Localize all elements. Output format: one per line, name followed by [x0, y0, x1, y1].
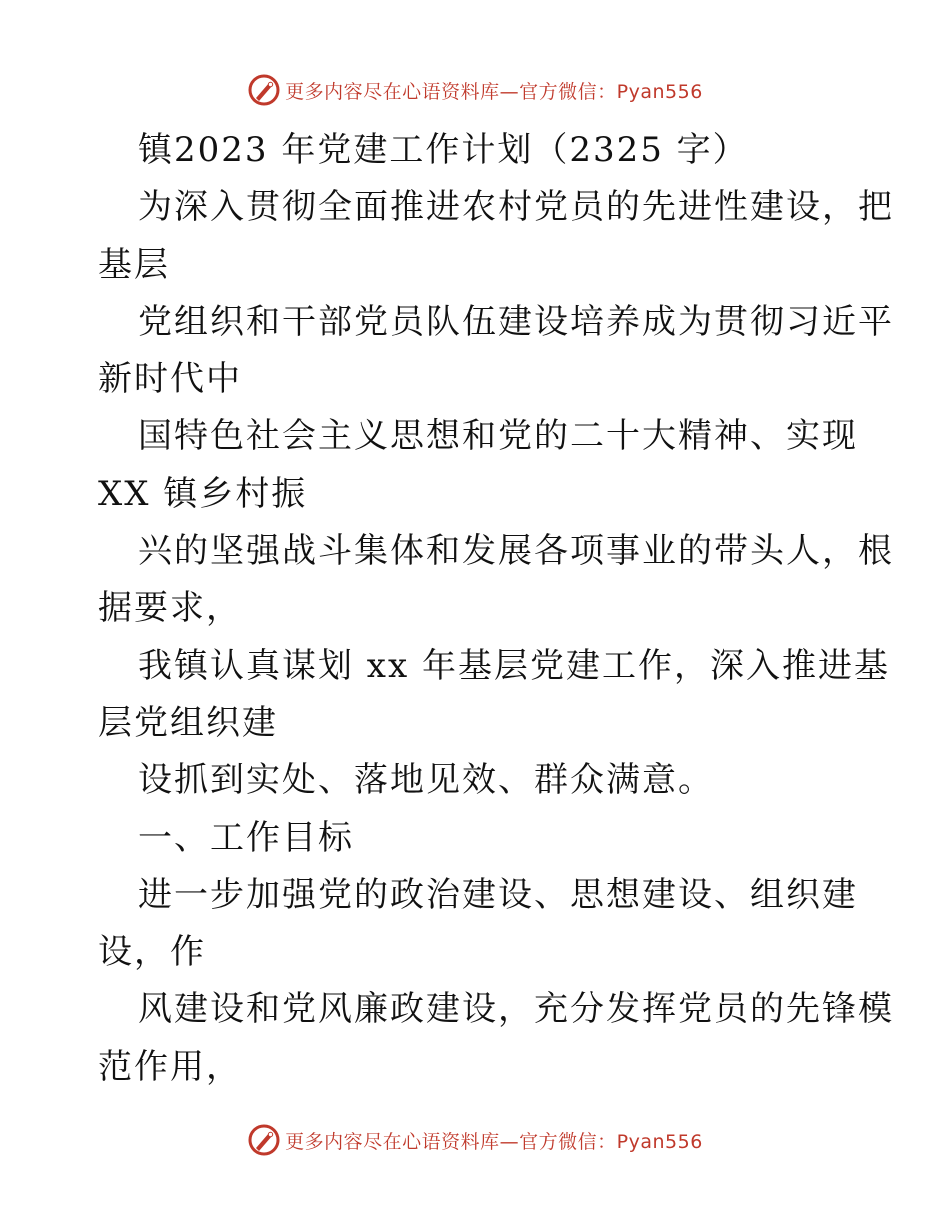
watermark-text: 更多内容尽在心语资料库—官方微信：Pyan556: [285, 1130, 703, 1153]
watermark-text: 更多内容尽在心语资料库—官方微信：Pyan556: [285, 80, 703, 103]
paragraph-line: 我镇认真谋划 xx 年基层党建工作，深入推进基: [138, 645, 890, 686]
paragraph-line: 兴的坚强战斗集体和发展各项事业的带头人，根: [138, 531, 894, 572]
pen-seal-icon: [247, 73, 281, 107]
paragraph-line: 为深入贯彻全面推进农村党员的先进性建设，把: [138, 187, 894, 228]
paragraph-line: 设，作: [98, 932, 206, 973]
document-title: 镇2023 年党建工作计划（2325 字）: [138, 130, 749, 170]
paragraph-line: 党组织和干部党员队伍建设培养成为贯彻习近平: [138, 301, 894, 342]
document-body: [98, 122, 894, 1096]
paragraph-line: 设抓到实处、落地见效、群众满意。: [138, 760, 714, 801]
pen-seal-icon: [247, 1123, 281, 1157]
section-heading: 一、工作目标: [138, 817, 354, 858]
paragraph-line: XX 镇乡村振: [98, 473, 308, 514]
paragraph-line: 据要求，: [98, 588, 242, 629]
watermark-banner-top: [0, 70, 950, 110]
paragraph-line: 层党组织建: [98, 702, 278, 743]
paragraph-line: 新时代中: [98, 359, 242, 400]
watermark-banner-bottom: [0, 1120, 950, 1160]
paragraph-line: 进一步加强党的政治建设、思想建设、组织建: [138, 874, 858, 915]
paragraph-line: 国特色社会主义思想和党的二十大精神、实现: [138, 416, 858, 457]
paragraph-line: 基层: [98, 244, 170, 285]
paragraph-line: 风建设和党风廉政建设，充分发挥党员的先锋模: [138, 989, 894, 1030]
paragraph-line: 范作用，: [98, 1046, 242, 1087]
